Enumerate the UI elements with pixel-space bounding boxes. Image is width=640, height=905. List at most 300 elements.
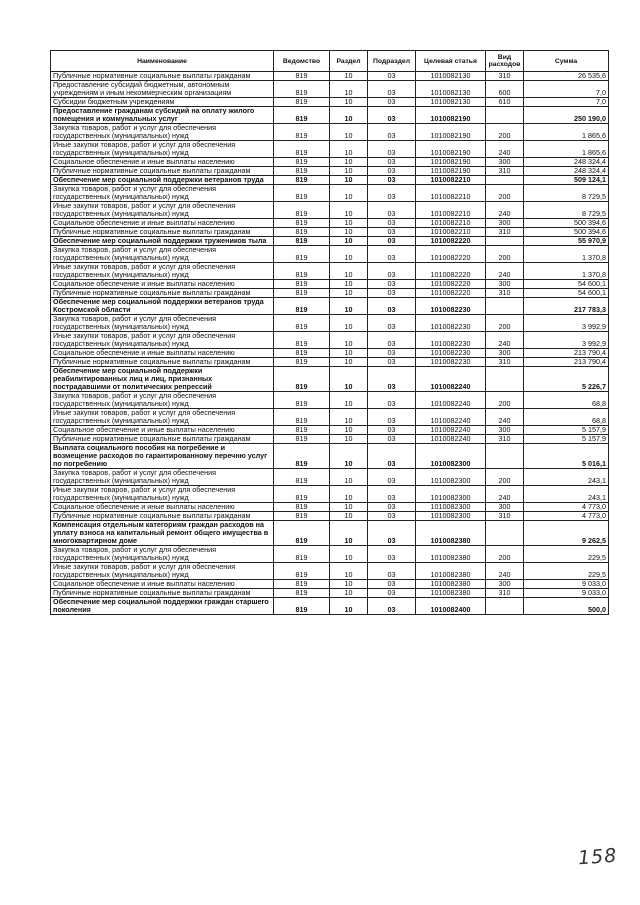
table-header-row xyxy=(51,51,609,72)
cell-dept: 819 xyxy=(274,237,330,246)
cell-exp-type: 240 xyxy=(486,332,524,349)
cell-sum: 68,8 xyxy=(524,409,609,426)
cell-dept: 819 xyxy=(274,81,330,98)
cell-name: Социальное обеспечение и иные выплаты населению xyxy=(51,503,274,512)
cell-dept: 819 xyxy=(274,435,330,444)
table-row xyxy=(51,176,609,185)
cell-subsection: 03 xyxy=(368,332,416,349)
cell-sum: 243,1 xyxy=(524,486,609,503)
cell-exp-type: 300 xyxy=(486,158,524,167)
cell-section: 10 xyxy=(330,72,368,81)
cell-exp-type xyxy=(486,237,524,246)
cell-dept: 819 xyxy=(274,349,330,358)
cell-section: 10 xyxy=(330,580,368,589)
cell-sum: 1 865,6 xyxy=(524,141,609,158)
cell-name: Публичные нормативные социальные выплаты гражданам xyxy=(51,589,274,598)
cell-name: Закупка товаров, работ и услуг для обеспечения государственных (муниципальных) нужд xyxy=(51,246,274,263)
cell-target: 1010082220 xyxy=(416,289,486,298)
cell-sum: 55 970,9 xyxy=(524,237,609,246)
cell-subsection: 03 xyxy=(368,521,416,546)
cell-name: Социальное обеспечение и иные выплаты населению xyxy=(51,219,274,228)
cell-exp-type xyxy=(486,298,524,315)
table-row xyxy=(51,332,609,349)
cell-target: 1010082230 xyxy=(416,332,486,349)
cell-exp-type: 240 xyxy=(486,563,524,580)
table-row xyxy=(51,598,609,615)
cell-section: 10 xyxy=(330,176,368,185)
cell-subsection: 03 xyxy=(368,358,416,367)
cell-dept: 819 xyxy=(274,141,330,158)
cell-name: Субсидии бюджетным учреждениям xyxy=(51,98,274,107)
cell-subsection: 03 xyxy=(368,185,416,202)
cell-sum: 4 773,0 xyxy=(524,503,609,512)
cell-section: 10 xyxy=(330,237,368,246)
cell-dept: 819 xyxy=(274,167,330,176)
cell-target: 1010082240 xyxy=(416,435,486,444)
cell-subsection: 03 xyxy=(368,158,416,167)
cell-target: 1010082380 xyxy=(416,563,486,580)
cell-dept: 819 xyxy=(274,219,330,228)
cell-subsection: 03 xyxy=(368,486,416,503)
cell-sum: 7,0 xyxy=(524,81,609,98)
cell-subsection: 03 xyxy=(368,176,416,185)
cell-subsection: 03 xyxy=(368,246,416,263)
cell-subsection: 03 xyxy=(368,512,416,521)
header-sum: Сумма xyxy=(524,51,609,72)
cell-name: Публичные нормативные социальные выплаты гражданам xyxy=(51,72,274,81)
cell-section: 10 xyxy=(330,469,368,486)
cell-sum: 54 600,1 xyxy=(524,289,609,298)
cell-name: Иные закупки товаров, работ и услуг для обеспечения государственных (муниципальных) нужд xyxy=(51,141,274,158)
table-row xyxy=(51,107,609,124)
cell-dept: 819 xyxy=(274,598,330,615)
cell-section: 10 xyxy=(330,298,368,315)
table-row xyxy=(51,409,609,426)
table-row xyxy=(51,469,609,486)
cell-subsection: 03 xyxy=(368,315,416,332)
cell-subsection: 03 xyxy=(368,202,416,219)
cell-sum: 213 790,4 xyxy=(524,358,609,367)
cell-section: 10 xyxy=(330,409,368,426)
cell-name: Публичные нормативные социальные выплаты гражданам xyxy=(51,435,274,444)
table-row xyxy=(51,81,609,98)
cell-sum: 213 790,4 xyxy=(524,349,609,358)
cell-exp-type: 610 xyxy=(486,98,524,107)
cell-name: Публичные нормативные социальные выплаты гражданам xyxy=(51,289,274,298)
cell-dept: 819 xyxy=(274,392,330,409)
cell-sum: 229,5 xyxy=(524,563,609,580)
table-row xyxy=(51,202,609,219)
cell-dept: 819 xyxy=(274,409,330,426)
cell-exp-type xyxy=(486,444,524,469)
cell-target: 1010082300 xyxy=(416,512,486,521)
cell-target: 1010082240 xyxy=(416,392,486,409)
cell-name: Публичные нормативные социальные выплаты гражданам xyxy=(51,228,274,237)
cell-target: 1010082300 xyxy=(416,444,486,469)
cell-section: 10 xyxy=(330,512,368,521)
cell-name: Иные закупки товаров, работ и услуг для обеспечения государственных (муниципальных) нужд xyxy=(51,263,274,280)
cell-target: 1010082240 xyxy=(416,367,486,392)
cell-dept: 819 xyxy=(274,332,330,349)
cell-subsection: 03 xyxy=(368,563,416,580)
table-row xyxy=(51,246,609,263)
table-row xyxy=(51,486,609,503)
cell-section: 10 xyxy=(330,486,368,503)
cell-section: 10 xyxy=(330,124,368,141)
cell-target: 1010082130 xyxy=(416,81,486,98)
cell-sum: 217 783,3 xyxy=(524,298,609,315)
cell-section: 10 xyxy=(330,289,368,298)
cell-dept: 819 xyxy=(274,580,330,589)
cell-section: 10 xyxy=(330,563,368,580)
cell-name: Обеспечение мер социальной поддержки реабилитированных лиц и лиц, признанных пострадавшими от политических репрессий xyxy=(51,367,274,392)
cell-target: 1010082190 xyxy=(416,141,486,158)
cell-name: Социальное обеспечение и иные выплаты населению xyxy=(51,280,274,289)
cell-subsection: 03 xyxy=(368,141,416,158)
cell-sum: 1 370,8 xyxy=(524,263,609,280)
cell-exp-type: 200 xyxy=(486,185,524,202)
cell-sum: 248 324,4 xyxy=(524,158,609,167)
cell-exp-type: 310 xyxy=(486,358,524,367)
cell-subsection: 03 xyxy=(368,107,416,124)
table-row xyxy=(51,72,609,81)
table-row xyxy=(51,315,609,332)
cell-name: Закупка товаров, работ и услуг для обеспечения государственных (муниципальных) нужд xyxy=(51,392,274,409)
cell-name: Публичные нормативные социальные выплаты гражданам xyxy=(51,167,274,176)
table-row xyxy=(51,289,609,298)
header-section: Раздел xyxy=(330,51,368,72)
cell-dept: 819 xyxy=(274,315,330,332)
cell-section: 10 xyxy=(330,263,368,280)
cell-sum: 5 157,9 xyxy=(524,426,609,435)
table-row xyxy=(51,580,609,589)
cell-target: 1010082190 xyxy=(416,158,486,167)
cell-target: 1010082300 xyxy=(416,503,486,512)
cell-sum: 5 016,1 xyxy=(524,444,609,469)
cell-section: 10 xyxy=(330,228,368,237)
cell-dept: 819 xyxy=(274,124,330,141)
cell-dept: 819 xyxy=(274,280,330,289)
cell-subsection: 03 xyxy=(368,72,416,81)
cell-section: 10 xyxy=(330,435,368,444)
cell-subsection: 03 xyxy=(368,237,416,246)
cell-dept: 819 xyxy=(274,486,330,503)
cell-target: 1010082190 xyxy=(416,124,486,141)
cell-section: 10 xyxy=(330,349,368,358)
cell-subsection: 03 xyxy=(368,469,416,486)
table-row xyxy=(51,280,609,289)
cell-sum: 1 865,6 xyxy=(524,124,609,141)
cell-exp-type: 600 xyxy=(486,81,524,98)
cell-section: 10 xyxy=(330,598,368,615)
cell-dept: 819 xyxy=(274,469,330,486)
cell-target: 1010082380 xyxy=(416,521,486,546)
cell-target: 1010082190 xyxy=(416,107,486,124)
cell-section: 10 xyxy=(330,503,368,512)
cell-subsection: 03 xyxy=(368,580,416,589)
cell-name: Закупка товаров, работ и услуг для обеспечения государственных (муниципальных) нужд xyxy=(51,124,274,141)
cell-name: Обеспечение мер социальной поддержки тружеников тыла xyxy=(51,237,274,246)
cell-section: 10 xyxy=(330,280,368,289)
cell-target: 1010082130 xyxy=(416,98,486,107)
cell-section: 10 xyxy=(330,521,368,546)
cell-target: 1010082380 xyxy=(416,589,486,598)
cell-exp-type xyxy=(486,107,524,124)
cell-subsection: 03 xyxy=(368,409,416,426)
cell-subsection: 03 xyxy=(368,444,416,469)
table-row xyxy=(51,435,609,444)
header-dept: Ведомство xyxy=(274,51,330,72)
cell-exp-type xyxy=(486,176,524,185)
cell-section: 10 xyxy=(330,546,368,563)
cell-sum: 7,0 xyxy=(524,98,609,107)
table-row xyxy=(51,298,609,315)
cell-section: 10 xyxy=(330,158,368,167)
cell-sum: 9 033,0 xyxy=(524,589,609,598)
cell-section: 10 xyxy=(330,107,368,124)
cell-name: Предоставление субсидий бюджетным, автономным учреждениям и иным некоммерческим организациям xyxy=(51,81,274,98)
cell-name: Публичные нормативные социальные выплаты гражданам xyxy=(51,358,274,367)
cell-target: 1010082380 xyxy=(416,546,486,563)
cell-subsection: 03 xyxy=(368,349,416,358)
cell-target: 1010082380 xyxy=(416,580,486,589)
cell-name: Иные закупки товаров, работ и услуг для обеспечения государственных (муниципальных) нужд xyxy=(51,486,274,503)
cell-sum: 5 157,9 xyxy=(524,435,609,444)
cell-name: Публичные нормативные социальные выплаты гражданам xyxy=(51,512,274,521)
cell-subsection: 03 xyxy=(368,598,416,615)
cell-exp-type: 310 xyxy=(486,435,524,444)
cell-target: 1010082230 xyxy=(416,349,486,358)
cell-name: Иные закупки товаров, работ и услуг для обеспечения государственных (муниципальных) нужд xyxy=(51,332,274,349)
cell-section: 10 xyxy=(330,98,368,107)
cell-subsection: 03 xyxy=(368,435,416,444)
cell-name: Закупка товаров, работ и услуг для обеспечения государственных (муниципальных) нужд xyxy=(51,315,274,332)
cell-sum: 26 535,6 xyxy=(524,72,609,81)
header-exp-type: Вид расходов xyxy=(486,51,524,72)
cell-name: Компенсация отдельным категориям граждан расходов на уплату взноса на капитальный ремонт общего имущества в многоквартирном доме xyxy=(51,521,274,546)
cell-subsection: 03 xyxy=(368,546,416,563)
budget-table xyxy=(50,50,609,615)
cell-name: Иные закупки товаров, работ и услуг для обеспечения государственных (муниципальных) нужд xyxy=(51,409,274,426)
cell-section: 10 xyxy=(330,315,368,332)
cell-exp-type: 300 xyxy=(486,219,524,228)
cell-dept: 819 xyxy=(274,563,330,580)
cell-sum: 243,1 xyxy=(524,469,609,486)
cell-section: 10 xyxy=(330,167,368,176)
cell-section: 10 xyxy=(330,332,368,349)
cell-exp-type: 310 xyxy=(486,512,524,521)
cell-dept: 819 xyxy=(274,503,330,512)
cell-section: 10 xyxy=(330,444,368,469)
cell-target: 1010082130 xyxy=(416,72,486,81)
cell-section: 10 xyxy=(330,185,368,202)
cell-target: 1010082190 xyxy=(416,167,486,176)
cell-exp-type: 310 xyxy=(486,289,524,298)
table-row xyxy=(51,263,609,280)
cell-target: 1010082210 xyxy=(416,176,486,185)
cell-exp-type: 200 xyxy=(486,392,524,409)
cell-sum: 3 992,9 xyxy=(524,332,609,349)
cell-section: 10 xyxy=(330,426,368,435)
header-target: Целевая статья xyxy=(416,51,486,72)
cell-sum: 5 226,7 xyxy=(524,367,609,392)
cell-dept: 819 xyxy=(274,546,330,563)
cell-exp-type: 240 xyxy=(486,486,524,503)
cell-subsection: 03 xyxy=(368,589,416,598)
cell-target: 1010082210 xyxy=(416,219,486,228)
table-row xyxy=(51,392,609,409)
cell-exp-type xyxy=(486,521,524,546)
cell-sum: 3 992,9 xyxy=(524,315,609,332)
cell-section: 10 xyxy=(330,202,368,219)
cell-target: 1010082400 xyxy=(416,598,486,615)
cell-exp-type: 310 xyxy=(486,228,524,237)
cell-target: 1010082220 xyxy=(416,246,486,263)
cell-dept: 819 xyxy=(274,176,330,185)
table-row xyxy=(51,158,609,167)
cell-section: 10 xyxy=(330,219,368,228)
cell-subsection: 03 xyxy=(368,503,416,512)
cell-sum: 9 262,5 xyxy=(524,521,609,546)
cell-section: 10 xyxy=(330,246,368,263)
cell-sum: 54 600,1 xyxy=(524,280,609,289)
cell-dept: 819 xyxy=(274,263,330,280)
cell-dept: 819 xyxy=(274,298,330,315)
cell-subsection: 03 xyxy=(368,289,416,298)
table-body xyxy=(51,72,609,615)
cell-subsection: 03 xyxy=(368,426,416,435)
cell-dept: 819 xyxy=(274,72,330,81)
cell-sum: 8 729,5 xyxy=(524,202,609,219)
cell-name: Закупка товаров, работ и услуг для обеспечения государственных (муниципальных) нужд xyxy=(51,469,274,486)
cell-subsection: 03 xyxy=(368,228,416,237)
cell-target: 1010082230 xyxy=(416,315,486,332)
cell-exp-type: 240 xyxy=(486,202,524,219)
cell-sum: 229,5 xyxy=(524,546,609,563)
cell-sum: 4 773,0 xyxy=(524,512,609,521)
cell-target: 1010082300 xyxy=(416,486,486,503)
table-row xyxy=(51,219,609,228)
cell-sum: 500,0 xyxy=(524,598,609,615)
cell-name: Социальное обеспечение и иные выплаты населению xyxy=(51,349,274,358)
cell-subsection: 03 xyxy=(368,219,416,228)
cell-dept: 819 xyxy=(274,158,330,167)
cell-exp-type: 300 xyxy=(486,580,524,589)
cell-target: 1010082240 xyxy=(416,409,486,426)
table-row xyxy=(51,98,609,107)
table-row xyxy=(51,444,609,469)
cell-dept: 819 xyxy=(274,185,330,202)
cell-name: Социальное обеспечение и иные выплаты населению xyxy=(51,580,274,589)
cell-subsection: 03 xyxy=(368,81,416,98)
table-row xyxy=(51,167,609,176)
cell-section: 10 xyxy=(330,358,368,367)
cell-dept: 819 xyxy=(274,589,330,598)
cell-name: Обеспечение мер социальной поддержки ветеранов труда Костромской области xyxy=(51,298,274,315)
cell-subsection: 03 xyxy=(368,367,416,392)
cell-sum: 1 370,8 xyxy=(524,246,609,263)
table-row xyxy=(51,358,609,367)
cell-sum: 500 394,6 xyxy=(524,228,609,237)
handwritten-page-number: 158 xyxy=(577,844,618,870)
cell-dept: 819 xyxy=(274,98,330,107)
table-row xyxy=(51,589,609,598)
header-name: Наименование xyxy=(51,51,274,72)
cell-subsection: 03 xyxy=(368,280,416,289)
cell-exp-type: 310 xyxy=(486,72,524,81)
budget-sheet xyxy=(50,50,608,615)
cell-exp-type: 240 xyxy=(486,409,524,426)
cell-exp-type: 300 xyxy=(486,280,524,289)
cell-exp-type: 300 xyxy=(486,349,524,358)
cell-section: 10 xyxy=(330,141,368,158)
cell-subsection: 03 xyxy=(368,98,416,107)
cell-exp-type: 200 xyxy=(486,315,524,332)
header-subsection: Подраздел xyxy=(368,51,416,72)
cell-target: 1010082210 xyxy=(416,202,486,219)
cell-name: Иные закупки товаров, работ и услуг для обеспечения государственных (муниципальных) нужд xyxy=(51,563,274,580)
cell-subsection: 03 xyxy=(368,298,416,315)
cell-dept: 819 xyxy=(274,426,330,435)
cell-target: 1010082210 xyxy=(416,185,486,202)
cell-exp-type: 310 xyxy=(486,589,524,598)
cell-dept: 819 xyxy=(274,107,330,124)
cell-exp-type: 310 xyxy=(486,167,524,176)
cell-dept: 819 xyxy=(274,289,330,298)
table-row xyxy=(51,141,609,158)
cell-name: Обеспечение мер социальной поддержки граждан старшего поколения xyxy=(51,598,274,615)
cell-dept: 819 xyxy=(274,512,330,521)
table-row xyxy=(51,367,609,392)
cell-name: Иные закупки товаров, работ и услуг для обеспечения государственных (муниципальных) нужд xyxy=(51,202,274,219)
cell-subsection: 03 xyxy=(368,392,416,409)
cell-dept: 819 xyxy=(274,246,330,263)
cell-target: 1010082240 xyxy=(416,426,486,435)
cell-sum: 248 324,4 xyxy=(524,167,609,176)
cell-dept: 819 xyxy=(274,444,330,469)
table-row xyxy=(51,512,609,521)
cell-sum: 500 394,6 xyxy=(524,219,609,228)
cell-exp-type: 200 xyxy=(486,546,524,563)
cell-name: Выплата социального пособия на погребение и возмещение расходов по гарантированному перечню услуг по погребению xyxy=(51,444,274,469)
cell-name: Социальное обеспечение и иные выплаты населению xyxy=(51,426,274,435)
cell-section: 10 xyxy=(330,589,368,598)
cell-exp-type: 200 xyxy=(486,469,524,486)
cell-dept: 819 xyxy=(274,228,330,237)
table-row xyxy=(51,503,609,512)
cell-exp-type: 240 xyxy=(486,263,524,280)
cell-exp-type: 240 xyxy=(486,141,524,158)
cell-name: Предоставление гражданам субсидий на оплату жилого помещения и коммунальных услуг xyxy=(51,107,274,124)
cell-exp-type: 200 xyxy=(486,124,524,141)
cell-subsection: 03 xyxy=(368,124,416,141)
cell-name: Социальное обеспечение и иные выплаты населению xyxy=(51,158,274,167)
cell-target: 1010082220 xyxy=(416,237,486,246)
cell-dept: 819 xyxy=(274,367,330,392)
cell-exp-type: 300 xyxy=(486,503,524,512)
cell-exp-type: 300 xyxy=(486,426,524,435)
cell-sum: 250 190,0 xyxy=(524,107,609,124)
cell-sum: 9 033,0 xyxy=(524,580,609,589)
table-row xyxy=(51,563,609,580)
cell-dept: 819 xyxy=(274,521,330,546)
cell-name: Закупка товаров, работ и услуг для обеспечения государственных (муниципальных) нужд xyxy=(51,546,274,563)
table-row xyxy=(51,426,609,435)
table-row xyxy=(51,237,609,246)
cell-sum: 509 124,1 xyxy=(524,176,609,185)
cell-subsection: 03 xyxy=(368,167,416,176)
cell-sum: 68,8 xyxy=(524,392,609,409)
